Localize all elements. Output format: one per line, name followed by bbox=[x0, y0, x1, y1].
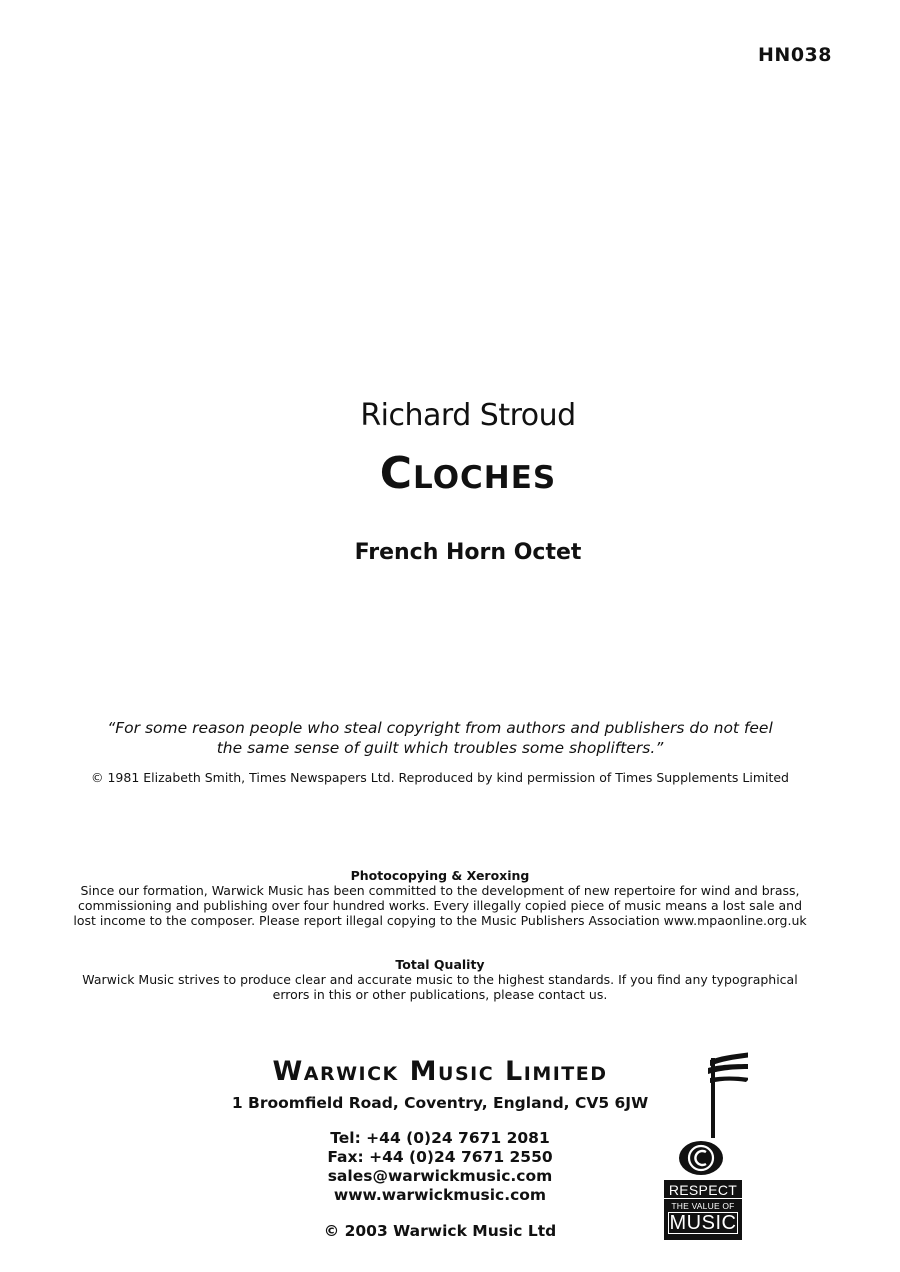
quote-line-1: “For some reason people who steal copyright from authors and publishers do not feel bbox=[107, 719, 773, 737]
music-note-copyright-icon bbox=[664, 1052, 748, 1180]
publisher-fax: Fax: +44 (0)24 7671 2550 bbox=[327, 1148, 553, 1166]
quality-line-1: Warwick Music strives to produce clear and accurate music to the highest standards. If you find any typographical bbox=[82, 972, 798, 987]
quote-line-2: the same sense of guilt which troubles some shoplifters.” bbox=[216, 739, 664, 757]
publisher-email: sales@warwickmusic.com bbox=[327, 1167, 553, 1185]
publisher-tel: Tel: +44 (0)24 7671 2081 bbox=[330, 1129, 550, 1147]
publisher-name: Warwick Music Limited bbox=[272, 1056, 608, 1087]
quote-credit: © 1981 Elizabeth Smith, Times Newspapers Ltd. Reproduced by kind permission of Times Supplements Limited bbox=[91, 770, 789, 785]
respect-logo-box bbox=[664, 1180, 742, 1240]
publisher-contacts bbox=[0, 1129, 880, 1205]
quality-line-2: errors in this or other publications, please contact us. bbox=[272, 987, 608, 1002]
composer-name: Richard Stroud bbox=[360, 398, 576, 433]
photocopying-line-2: commissioning and publishing over four hundred works. Every illegally copied piece of music means a lost sale and bbox=[77, 898, 803, 913]
photocopying-heading: Photocopying & Xeroxing bbox=[350, 868, 530, 883]
logo-music-text: MUSIC bbox=[669, 1212, 737, 1234]
logo-respect-text: RESPECT bbox=[664, 1180, 742, 1199]
photocopying-notice bbox=[40, 868, 840, 928]
logo-value-text: THE VALUE OF bbox=[671, 1201, 735, 1211]
piece-title: Cloches bbox=[379, 448, 557, 499]
photocopying-line-1: Since our formation, Warwick Music has been committed to the development of new repertoire for wind and brass, bbox=[80, 883, 800, 898]
quality-heading: Total Quality bbox=[395, 957, 485, 972]
catalogue-code: HN038 bbox=[758, 44, 832, 66]
respect-music-logo bbox=[664, 1052, 748, 1242]
copyright-quote bbox=[0, 718, 880, 758]
quality-notice bbox=[40, 957, 840, 1002]
publisher-website: www.warwickmusic.com bbox=[333, 1186, 547, 1204]
instrumentation-subtitle: French Horn Octet bbox=[354, 540, 582, 565]
publisher-copyright: © 2003 Warwick Music Ltd bbox=[323, 1222, 557, 1240]
photocopying-line-3: lost income to the composer. Please report illegal copying to the Music Publishers Association www.mpaonline.org.uk bbox=[73, 913, 807, 928]
publisher-address: 1 Broomfield Road, Coventry, England, CV5 6JW bbox=[231, 1094, 649, 1112]
